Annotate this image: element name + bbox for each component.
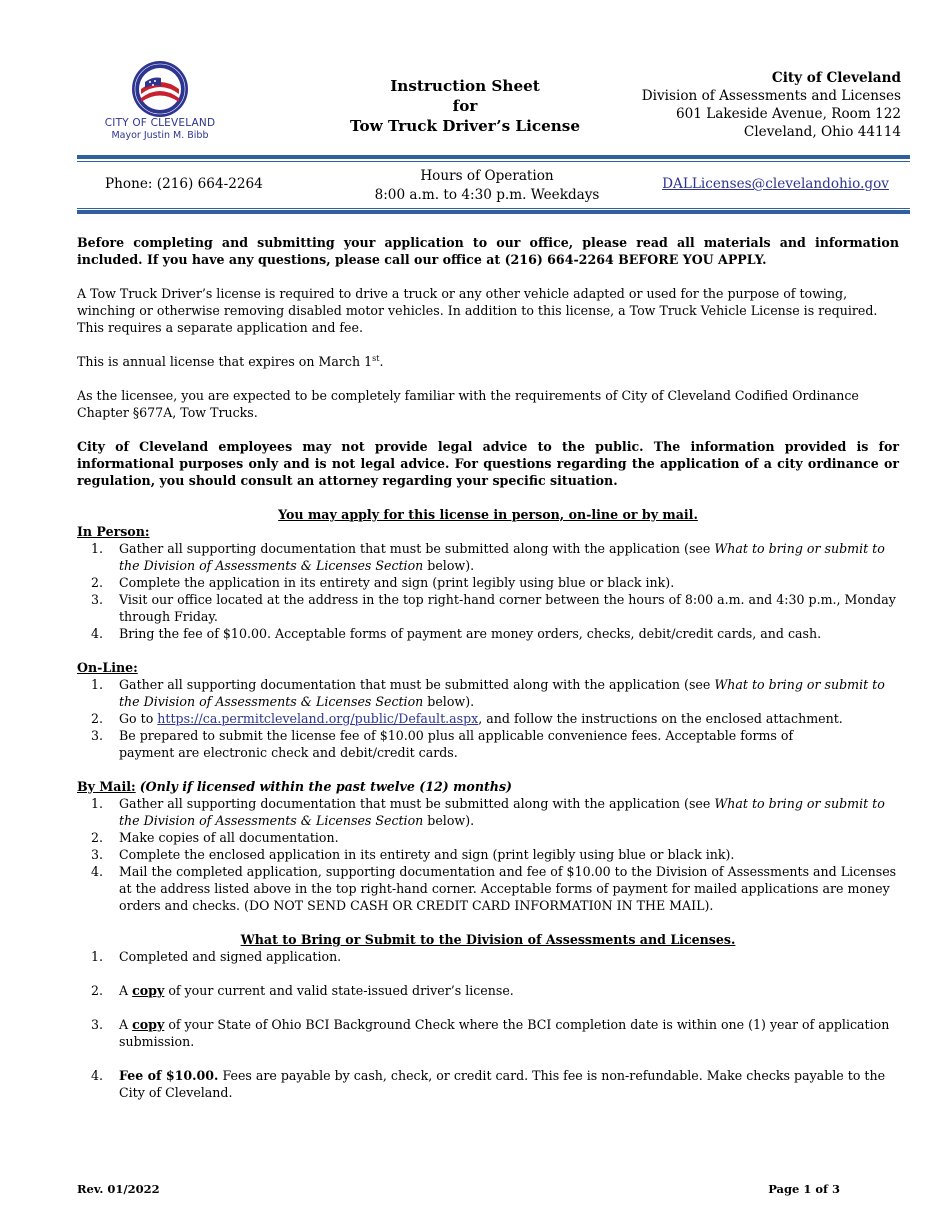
list-item: 2. Complete the application in its entirety and sign (print legibly using blue or black ink). bbox=[91, 575, 675, 590]
office-name: City of Cleveland bbox=[771, 70, 901, 86]
top-rule-thick bbox=[77, 155, 910, 159]
title-line-3: Tow Truck Driver’s License bbox=[349, 117, 581, 135]
title-line-2: for bbox=[452, 97, 478, 115]
bottom-rule-thick bbox=[77, 210, 910, 214]
hours-of-operation bbox=[337, 167, 637, 205]
list-item: 4. Fee of $10.00. Fees are payable by cash, check, or credit card. This fee is non-refundable. Make checks payable to the City of Cleveland. bbox=[91, 1068, 886, 1100]
page-number: Page 1 of 3 bbox=[768, 1182, 840, 1196]
hours-value: 8:00 a.m. to 4:30 p.m. Weekdays bbox=[374, 187, 600, 203]
office-address bbox=[600, 69, 901, 141]
instructions-body bbox=[77, 234, 899, 1101]
bring-heading: What to Bring or Submit to the Division of Assessments and Licenses. bbox=[240, 932, 736, 947]
list-item: 1. Gather all supporting documentation that must be submitted along with the application (see What to bring or submit to the Division of Assessments & Licenses Section below). bbox=[91, 796, 885, 828]
list-item: 1. Completed and signed application. bbox=[91, 949, 342, 964]
list-item: 2. A copy of your current and valid state-issued driver’s license. bbox=[91, 983, 514, 998]
street-address: 601 Lakeside Avenue, Room 122 bbox=[675, 106, 901, 122]
revision-date: Rev. 01/2022 bbox=[77, 1182, 160, 1196]
list-item: 1. Gather all supporting documentation that must be submitted along with the application (see What to bring or submit to the Division of Assessments & Licenses Section below). bbox=[91, 677, 885, 709]
intro-ordinance: As the licensee, you are expected to be completely familiar with the requirements of City of Cleveland Codified Ordinance Chapter §677A, Tow Trucks. bbox=[77, 388, 859, 420]
list-item: 3. Visit our office located at the address in the top right-hand corner between the hours of 8:00 a.m. and 4:30 p.m., Monday through Friday. bbox=[91, 592, 896, 624]
online-list bbox=[77, 676, 899, 761]
hours-label: Hours of Operation bbox=[420, 168, 554, 184]
by-mail-list bbox=[77, 795, 899, 914]
list-item: 2. Make copies of all documentation. bbox=[91, 830, 339, 845]
list-item: 1. Gather all supporting documentation that must be submitted along with the application (see What to bring or submit to the Division of Assessments & Licenses Section below). bbox=[91, 541, 885, 573]
list-item: 3. A copy of your State of Ohio BCI Background Check where the BCI completion date is within one (1) year of application submission. bbox=[91, 1017, 890, 1049]
logo-city-name: CITY OF CLEVELAND bbox=[104, 117, 216, 129]
top-rule-thin bbox=[77, 161, 910, 162]
title-line-1: Instruction Sheet bbox=[390, 77, 540, 95]
online-heading: On-Line: bbox=[77, 660, 138, 675]
logo-mayor-name: Mayor Justin M. Bibb bbox=[111, 130, 209, 141]
city-state-zip: Cleveland, Ohio 44114 bbox=[743, 124, 901, 140]
contact-row bbox=[77, 166, 910, 206]
list-item: 4. Mail the completed application, supporting documentation and fee of $10.00 to the Division of Assessments and Licenses at the address listed above in the top right-hand corner. Acceptable forms of payment for mailed applications are money orders and checks. (DO NOT SEND CASH OR CREDIT CARD INFORMATI0N IN THE MAIL). bbox=[91, 864, 897, 913]
in-person-heading: In Person: bbox=[77, 524, 150, 539]
list-item: 4. Bring the fee of $10.00. Acceptable forms of payment are money orders, checks, debit/credit cards, and cash. bbox=[91, 626, 822, 641]
bottom-rule-thin bbox=[77, 208, 910, 209]
bring-list bbox=[77, 948, 899, 1101]
phone-number: Phone: (216) 664-2264 bbox=[105, 176, 263, 192]
legal-disclaimer: City of Cleveland employees may not provide legal advice to the public. The information provided is for informational purposes only and is not legal advice. For questions regarding the application of a city ordinance or regulation, you should consult an attorney regarding your specific situation. bbox=[77, 439, 899, 488]
list-item: 2. Go to https://ca.permitcleveland.org/public/Default.aspx, and follow the instructions on the enclosed attachment. bbox=[91, 711, 843, 726]
permit-portal-link[interactable]: https://ca.permitcleveland.org/public/Default.aspx bbox=[157, 711, 479, 726]
list-item: 3. Complete the enclosed application in its entirety and sign (print legibly using blue or black ink). bbox=[91, 847, 735, 862]
in-person-list bbox=[77, 540, 899, 642]
intro-requirement: A Tow Truck Driver’s license is required to drive a truck or any other vehicle adapted or used for the purpose of towing, winching or otherwise removing disabled motor vehicles. In addition to this license, a Tow Truck Vehicle License is required. This requires a separate application and fee. bbox=[77, 286, 878, 335]
document-title bbox=[320, 76, 610, 136]
city-seal-logo bbox=[131, 60, 189, 118]
by-mail-heading: By Mail: (Only if licensed within the past twelve (12) months) bbox=[77, 779, 512, 794]
intro-expiry: This is annual license that expires on March 1st. bbox=[77, 353, 384, 369]
list-item: 3. Be prepared to submit the license fee of $10.00 plus all applicable convenience fees. Acceptable forms of payment are electronic check and debit/credit cards. bbox=[91, 728, 794, 760]
division-name: Division of Assessments and Licenses bbox=[641, 88, 901, 104]
intro-warning: Before completing and submitting your application to our office, please read all materials and information included. If you have any questions, please call our office at (216) 664-2264 BEFORE YOU APPLY. bbox=[77, 235, 899, 267]
apply-heading: You may apply for this license in person, on-line or by mail. bbox=[278, 507, 698, 522]
email-link[interactable]: DALLicenses@clevelandohio.gov bbox=[662, 176, 889, 192]
